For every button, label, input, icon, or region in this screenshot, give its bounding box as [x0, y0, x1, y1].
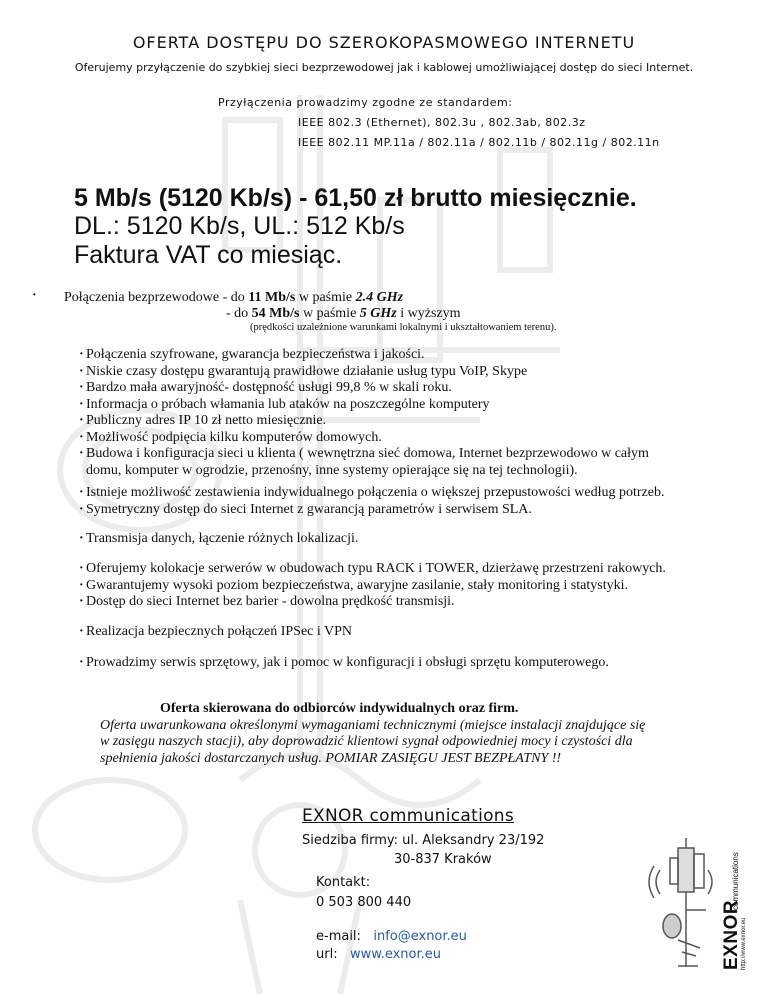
offer-line: spełnienia jakości dostarczanych usług. POMIAR ZASIĘGU JEST BEZPŁATNY !!: [100, 750, 562, 766]
list-item: · Informacja o próbach włamania lub ataków na poszczególne komputery: [79, 397, 649, 414]
email-link[interactable]: info@exnor.eu: [373, 929, 467, 944]
feature-list-service: [79, 655, 609, 672]
price-invoice: Faktura VAT co miesiąc.: [74, 241, 343, 269]
list-item: · Prowadzimy serwis sprzętowy, jak i pomoc w konfiguracji i obsługi sprzętu komputerowego.: [79, 655, 609, 672]
exnor-antenna-logo-icon: [648, 830, 720, 970]
feature-list-vpn: [79, 624, 352, 641]
standards-line-1: IEEE 802.3 (Ethernet), 802.3u , 802.3ab, 802.3z: [298, 116, 586, 129]
contact-url: [316, 947, 441, 962]
email-label: e-mail:: [316, 929, 361, 944]
page-title: OFERTA DOSTĘPU DO SZEROKOPASMOWEGO INTERNETU: [132, 33, 636, 52]
feature-list-custom: [79, 485, 664, 518]
contact-email: [316, 929, 467, 944]
company-address-street: Siedziba firmy: ul. Aleksandry 23/192: [302, 833, 545, 848]
page-subtitle: Oferujemy przyłączenie do szybkiej sieci bezprzewodowej jak i kablowej umożliwiającej dostęp do sieci Internet.: [74, 61, 694, 74]
list-item: · Bardzo mała awaryjność- dostępność usługi 99,8 % w skali roku.: [79, 380, 649, 397]
feature-list-transfer: [79, 531, 358, 548]
logo-site: http://www.exnor.eu: [741, 917, 747, 970]
offer-heading: Oferta skierowana do odbiorców indywidualnych oraz firm.: [160, 701, 519, 716]
wireless-line-1: Połączenia bezprzewodowe - do 11 Mb/s w paśmie 2.4 GHz: [64, 290, 404, 305]
wireless-bullet: ·: [32, 288, 37, 303]
logo-brand: EXNOR: [721, 899, 742, 970]
list-item: · Możliwość podpięcia kilku komputerów domowych.: [79, 430, 649, 447]
list-item: · Istnieje możliwość zestawienia indywidualnego połączenia o większej przepustowości według potrzeb.: [79, 485, 664, 502]
offer-line: w zasięgu naszych stacji), aby doprowadzić klientowi sygnał odpowiedniej mocy i czystości dla: [100, 734, 633, 749]
list-item: · Realizacja bezpiecznych połączeń IPSec i VPN: [79, 624, 352, 641]
feature-list-colocation: [79, 561, 666, 611]
list-item: · Niskie czasy dostępu gwarantują prawidłowe działanie usług typu VoIP, Skype: [79, 364, 649, 381]
company-name: EXNOR communications: [302, 806, 515, 826]
contact-phone: 0 503 800 440: [316, 895, 412, 910]
url-link[interactable]: www.exnor.eu: [349, 947, 441, 962]
list-item: · Transmisja danych, łączenie różnych lokalizacji.: [79, 531, 358, 548]
list-item: · Gwarantujemy wysoki poziom bezpieczeństwa, awaryjne zasilanie, stały monitoring i statystyki.: [79, 578, 666, 595]
standards-line-2: IEEE 802.11 MP.11a / 802.11a / 802.11b / 802.11g / 802.11n: [298, 136, 660, 149]
standards-intro: Przyłączenia prowadzimy zgodne ze standardem:: [218, 96, 513, 109]
price-headline: 5 Mb/s (5120 Kb/s) - 61,50 zł brutto miesięcznie.: [74, 184, 637, 212]
logo-tagline: communications: [731, 852, 740, 910]
offer-block: [100, 701, 700, 767]
wireless-line-2: - do 54 Mb/s w paśmie 5 GHz i wyższym: [226, 306, 461, 321]
list-item: · Budowa i konfiguracja sieci u klienta ( wewnętrzna sieć domowa, Internet bezprzewodowo w całym: [79, 446, 649, 463]
list-item: · Symetryczny dostęp do sieci Internet z gwarancją parametrów i serwisem SLA.: [79, 502, 664, 519]
offer-line: Oferta uwarunkowana określonymi wymaganiami technicznymi (miejsce instalacji znajdujące się: [100, 717, 646, 733]
price-speeds: DL.: 5120 Kb/s, UL.: 512 Kb/s: [74, 212, 405, 240]
url-label: url:: [316, 947, 338, 962]
wireless-note: (prędkości uzależnione warunkami lokalnymi i ukształtowaniem terenu).: [250, 322, 557, 333]
list-item: · Publiczny adres IP 10 zł netto miesięcznie.: [79, 413, 649, 430]
company-address-city: 30-837 Kraków: [394, 852, 492, 867]
list-item: · Dostęp do sieci Internet bez barier - dowolna prędkość transmisji.: [79, 594, 666, 611]
list-item: · Połączenia szyfrowane, gwarancja bezpieczeństwa i jakości.: [79, 347, 649, 364]
list-item: · Oferujemy kolokacje serwerów w obudowach typu RACK i TOWER, dzierżawę przestrzeni rakowych.: [79, 561, 666, 578]
list-item-continuation: domu, komputer w ogrodzie, przenośny, inne systemy opierające się na tej technologii).: [86, 462, 578, 478]
feature-list-main: [79, 347, 649, 479]
contact-label: Kontakt:: [316, 875, 371, 890]
